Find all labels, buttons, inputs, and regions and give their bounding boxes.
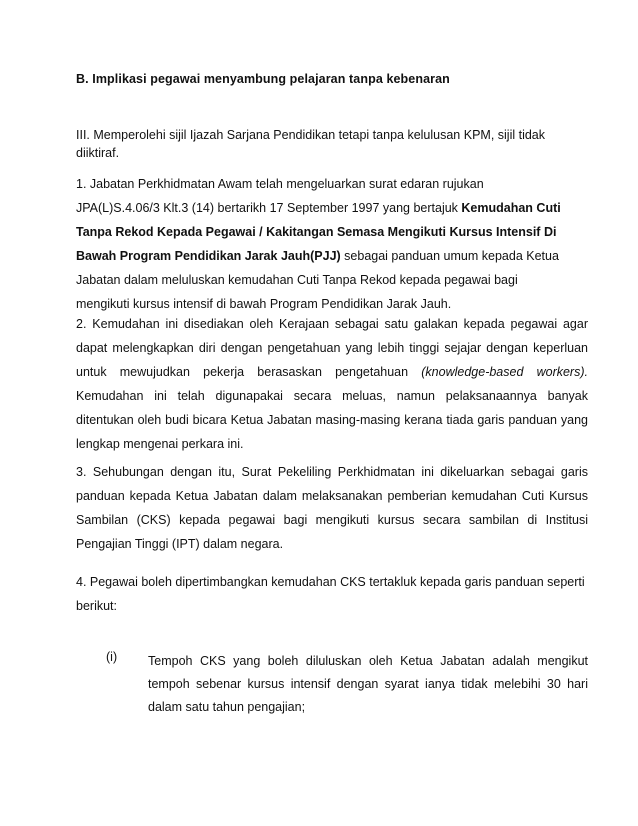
paragraph-2-line-6: lengkap mengenai perkara ini.: [76, 437, 244, 451]
circular-title-bold-line: Tanpa Rekod Kepada Pegawai / Kakitangan Semasa Mengikuti Kursus Intensif Di: [76, 225, 557, 239]
paragraph-1-line-4: [76, 244, 588, 268]
list-item-i-line-2: tempoh sebenar kursus intensif dengan syarat ianya tidak melebihi 30 hari: [148, 677, 588, 691]
paragraph-1-line-2: [76, 196, 588, 220]
list-item-i: [148, 650, 588, 719]
paragraph-4-line-2: berikut:: [76, 599, 117, 613]
paragraph-2: [76, 312, 588, 456]
paragraph-3: [76, 460, 588, 556]
paragraph-1-line-1: 1. Jabatan Perkhidmatan Awam telah mengeluarkan surat edaran rujukan: [76, 177, 484, 191]
paragraph-3-line-4: Pengajian Tinggi (IPT) dalam negara.: [76, 537, 284, 551]
paragraph-iii-line-2: diiktiraf.: [76, 146, 120, 160]
paragraph-2-line-2: dapat melengkapkan diri dengan pengetahuan yang lebih tinggi sejajar dengan keperluan: [76, 341, 588, 355]
list-item-i-line-1: Tempoh CKS yang boleh diluluskan oleh Ketua Jabatan adalah mengikut: [148, 654, 588, 668]
paragraph-iii-line-1: III. Memperolehi sijil Ijazah Sarjana Pendidikan tetapi tanpa kelulusan KPM, sijil tidak: [76, 128, 545, 142]
list-item-number: (i): [106, 650, 118, 664]
paragraph-2-line-3: [76, 360, 588, 384]
paragraph-4-line-1: 4. Pegawai boleh dipertimbangkan kemudahan CKS tertakluk kepada garis panduan seperti: [76, 575, 585, 589]
list-item-i-line-3: dalam satu tahun pengajian;: [148, 700, 306, 714]
paragraph-3-line-2: panduan kepada Ketua Jabatan dalam melaksanakan pemberian kemudahan Cuti Kursus: [76, 489, 588, 503]
paragraph-3-line-3: Sambilan (CKS) kepada pegawai bagi mengikuti kursus secara sambilan di Institusi: [76, 513, 588, 527]
paragraph-2-line-1: 2. Kemudahan ini disediakan oleh Kerajaan sebagai satu galakan kepada pegawai agar: [76, 317, 588, 331]
knowledge-based-workers-italic: (knowledge-based workers).: [421, 365, 588, 379]
paragraph-2-line-4: Kemudahan ini telah digunapakai secara meluas, namun pelaksanaannya banyak: [76, 389, 588, 403]
paragraph-3-line-1: 3. Sehubungan dengan itu, Surat Pekeliling Perkhidmatan ini dikeluarkan sebagai garis: [76, 465, 588, 479]
circular-title-bold-end: Bawah Program Pendidikan Jarak Jauh(PJJ): [76, 249, 341, 263]
paragraph-1: [76, 172, 588, 316]
paragraph-4: [76, 570, 588, 618]
paragraph-1-line-5: Jabatan dalam meluluskan kemudahan Cuti Tanpa Rekod kepada pegawai bagi: [76, 273, 518, 287]
circular-reference-text: JPA(L)S.4.06/3 Klt.3 (14) bertarikh 17 September 1997 yang bertajuk: [76, 201, 462, 215]
paragraph-2-line-5: ditentukan oleh budi bicara Ketua Jabatan masing-masing kerana tiada garis panduan yang: [76, 413, 588, 427]
section-heading: B. Implikasi pegawai menyambung pelajaran tanpa kebenaran: [76, 72, 450, 86]
paragraph-iii: [76, 126, 588, 162]
paragraph-2-line-3-text: untuk mewujudkan pekerja berasaskan pengetahuan: [76, 365, 422, 379]
paragraph-1-line-6: mengikuti kursus intensif di bawah Program Pendidikan Jarak Jauh.: [76, 297, 452, 311]
circular-title-bold-start: Kemudahan Cuti: [461, 201, 561, 215]
paragraph-1-line-4-rest: sebagai panduan umum kepada Ketua: [340, 249, 559, 263]
